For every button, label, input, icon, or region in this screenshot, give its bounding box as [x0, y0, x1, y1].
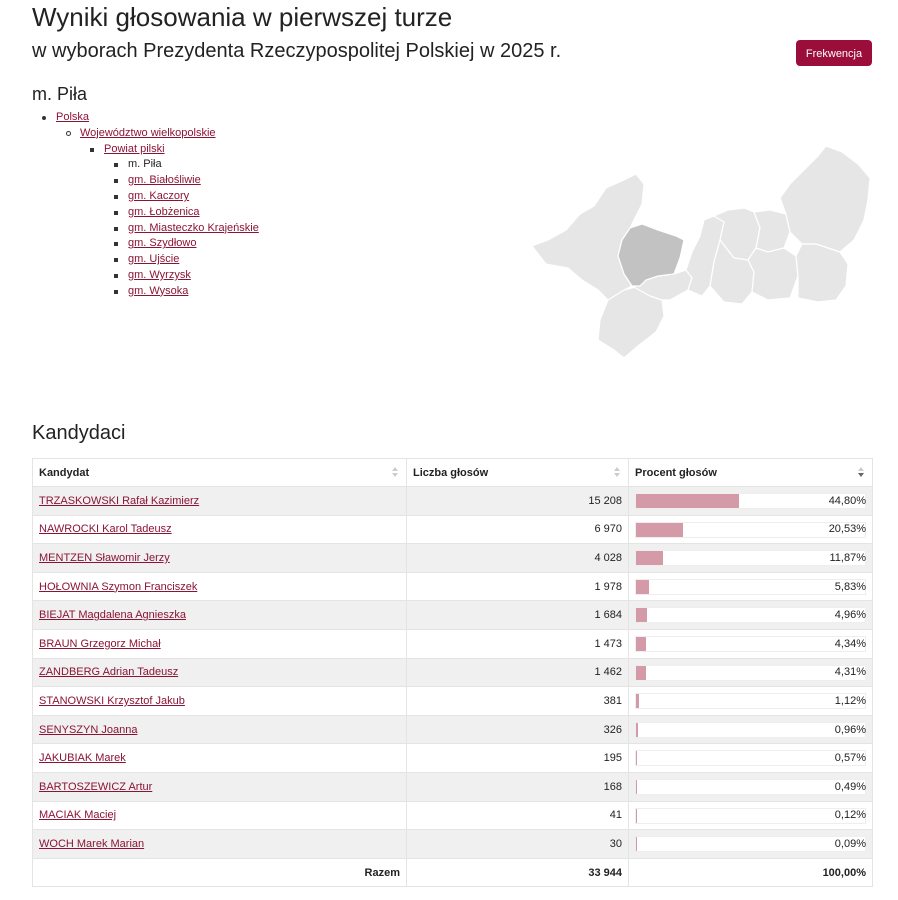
column-header-candidate[interactable] — [33, 459, 407, 487]
tree-item-commune — [32, 268, 259, 284]
region-tree — [32, 110, 259, 300]
total-row — [33, 858, 873, 887]
column-header-label: Kandydat — [39, 466, 90, 479]
percent-cell — [629, 801, 873, 830]
sort-desc-icon — [858, 467, 864, 479]
table-header-row — [33, 459, 873, 487]
candidate-cell — [33, 744, 407, 773]
tree-item-county — [32, 142, 259, 158]
table-row — [33, 715, 873, 744]
map-region-wysoka-east[interactable] — [748, 248, 798, 300]
bullet-icon — [114, 227, 118, 231]
candidate-cell — [33, 830, 407, 859]
candidate-cell — [33, 801, 407, 830]
bullet-icon — [114, 179, 118, 183]
votes-cell: 326 — [407, 715, 629, 744]
country-link[interactable]: Polska — [56, 111, 90, 123]
candidates-heading: Kandydaci — [32, 422, 126, 444]
candidate-link[interactable]: ZANDBERG Adrian Tadeusz — [39, 666, 179, 679]
page-subtitle: w wyborach Prezydenta Rzeczypospolitej Polskiej w 2025 r. — [32, 40, 562, 62]
table-row — [33, 601, 873, 630]
table-row — [33, 572, 873, 601]
table-row — [33, 515, 873, 544]
tree-item-country — [32, 110, 259, 126]
percent-value: 5,83% — [834, 580, 866, 593]
map-region-miasteczko[interactable] — [754, 210, 790, 252]
percent-cell — [629, 487, 873, 516]
current-place-label: m. Piła — [128, 158, 162, 171]
candidate-link[interactable]: JAKUBIAK Marek — [39, 752, 126, 765]
county-map — [528, 140, 874, 365]
percent-value: 20,53% — [828, 523, 866, 536]
percent-value: 4,96% — [834, 609, 866, 622]
votes-cell: 168 — [407, 772, 629, 801]
place-heading: m. Piła — [32, 84, 88, 104]
bullet-icon — [114, 195, 118, 199]
candidate-link[interactable]: BIEJAT Magdalena Agnieszka — [39, 609, 186, 622]
turnout-button[interactable]: Frekwencja — [796, 40, 872, 66]
commune-link[interactable]: gm. Wysoka — [128, 284, 189, 297]
candidate-link[interactable]: WOCH Marek Marian — [39, 837, 145, 850]
candidate-cell — [33, 487, 407, 516]
votes-cell: 6 970 — [407, 515, 629, 544]
percent-value: 1,12% — [834, 694, 866, 707]
candidate-link[interactable]: MACIAK Maciej — [39, 809, 117, 822]
percent-value: 0,49% — [834, 780, 866, 793]
percent-value: 0,96% — [834, 723, 866, 736]
table-row — [33, 658, 873, 687]
tree-item-commune — [32, 252, 259, 268]
commune-link[interactable]: gm. Kaczory — [128, 189, 190, 202]
bullet-icon — [114, 274, 118, 278]
table-row — [33, 487, 873, 516]
candidate-cell — [33, 772, 407, 801]
percent-cell — [629, 715, 873, 744]
table-row — [33, 801, 873, 830]
candidate-link[interactable]: BRAUN Grzegorz Michał — [39, 637, 161, 650]
tree-item-commune — [32, 205, 259, 221]
votes-cell: 4 028 — [407, 544, 629, 573]
candidate-link[interactable]: STANOWSKI Krzysztof Jakub — [39, 694, 185, 707]
percent-cell — [629, 544, 873, 573]
voivodeship-link[interactable]: Województwo wielkopolskie — [80, 126, 216, 139]
candidate-link[interactable]: BARTOSZEWICZ Artur — [39, 780, 153, 793]
tree-item-current — [32, 157, 259, 173]
sort-icon — [392, 467, 398, 479]
table-row — [33, 830, 873, 859]
tree-item-commune — [32, 236, 259, 252]
map-region-lobzenica[interactable] — [780, 146, 870, 252]
total-label: Razem — [33, 858, 407, 887]
commune-link[interactable]: gm. Szydłowo — [128, 237, 197, 250]
candidate-cell — [33, 629, 407, 658]
candidate-cell — [33, 515, 407, 544]
percent-value: 0,12% — [834, 809, 866, 822]
candidates-table — [32, 458, 873, 887]
candidate-cell — [33, 715, 407, 744]
column-header-label: Liczba głosów — [413, 466, 489, 479]
candidate-cell — [33, 687, 407, 716]
bullet-icon — [66, 131, 71, 136]
candidate-link[interactable]: TRZASKOWSKI Rafał Kazimierz — [39, 494, 200, 507]
percent-value: 4,34% — [834, 637, 866, 650]
candidate-cell — [33, 544, 407, 573]
column-header-percent[interactable] — [629, 459, 873, 487]
commune-link[interactable]: gm. Białośliwie — [128, 174, 201, 187]
tree-item-voivodeship — [32, 126, 259, 142]
percent-cell — [629, 629, 873, 658]
votes-cell: 30 — [407, 830, 629, 859]
commune-link[interactable]: gm. Wyrzysk — [128, 268, 191, 281]
votes-cell: 381 — [407, 687, 629, 716]
candidate-link[interactable]: SENYSZYN Joanna — [39, 723, 138, 736]
votes-cell: 1 473 — [407, 629, 629, 658]
map-region-lobzenica-south[interactable] — [796, 244, 848, 302]
percent-cell — [629, 601, 873, 630]
percent-cell — [629, 658, 873, 687]
percent-cell — [629, 744, 873, 773]
percent-value: 0,09% — [834, 837, 866, 850]
votes-cell: 41 — [407, 801, 629, 830]
bullet-icon — [114, 290, 118, 294]
table-row — [33, 544, 873, 573]
candidate-cell — [33, 601, 407, 630]
percent-value: 4,31% — [834, 666, 866, 679]
total-percent: 100,00% — [629, 858, 873, 887]
votes-cell: 1 684 — [407, 601, 629, 630]
column-header-label: Procent głosów — [635, 466, 717, 479]
commune-link[interactable]: gm. Ujście — [128, 253, 180, 266]
sort-icon — [614, 467, 620, 479]
commune-link[interactable]: gm. Miasteczko Krajeńskie — [128, 221, 259, 234]
percent-cell — [629, 772, 873, 801]
tree-item-commune — [32, 284, 259, 300]
percent-value: 44,80% — [828, 494, 866, 507]
bullet-icon — [114, 211, 118, 215]
percent-cell — [629, 830, 873, 859]
votes-cell: 1 978 — [407, 572, 629, 601]
percent-cell — [629, 687, 873, 716]
table-row — [33, 772, 873, 801]
candidate-link[interactable]: HOŁOWNIA Szymon Franciszek — [39, 580, 198, 593]
total-votes: 33 944 — [407, 858, 629, 887]
commune-link[interactable]: gm. Łobżenica — [128, 205, 200, 218]
bullet-icon — [114, 258, 118, 262]
candidate-cell — [33, 572, 407, 601]
bullet-icon — [90, 148, 94, 152]
county-link[interactable]: Powiat pilski — [104, 142, 165, 155]
candidate-link[interactable]: NAWROCKI Karol Tadeusz — [39, 523, 172, 536]
tree-item-commune — [32, 189, 259, 205]
bullet-icon — [114, 163, 118, 167]
page-title: Wyniki głosowania w pierwszej turze — [32, 2, 453, 32]
percent-value: 0,57% — [834, 752, 866, 765]
tree-item-commune — [32, 221, 259, 237]
percent-cell — [629, 572, 873, 601]
bullet-icon — [114, 242, 118, 246]
votes-cell: 1 462 — [407, 658, 629, 687]
votes-cell: 195 — [407, 744, 629, 773]
table-row — [33, 744, 873, 773]
bullet-icon — [42, 116, 46, 120]
tree-item-commune — [32, 173, 259, 189]
percent-value: 11,87% — [829, 551, 866, 564]
percent-cell — [629, 515, 873, 544]
table-row — [33, 687, 873, 716]
table-row — [33, 629, 873, 658]
candidate-link[interactable]: MENTZEN Sławomir Jerzy — [39, 551, 170, 564]
column-header-votes[interactable] — [407, 459, 629, 487]
candidate-cell — [33, 658, 407, 687]
votes-cell: 15 208 — [407, 487, 629, 516]
